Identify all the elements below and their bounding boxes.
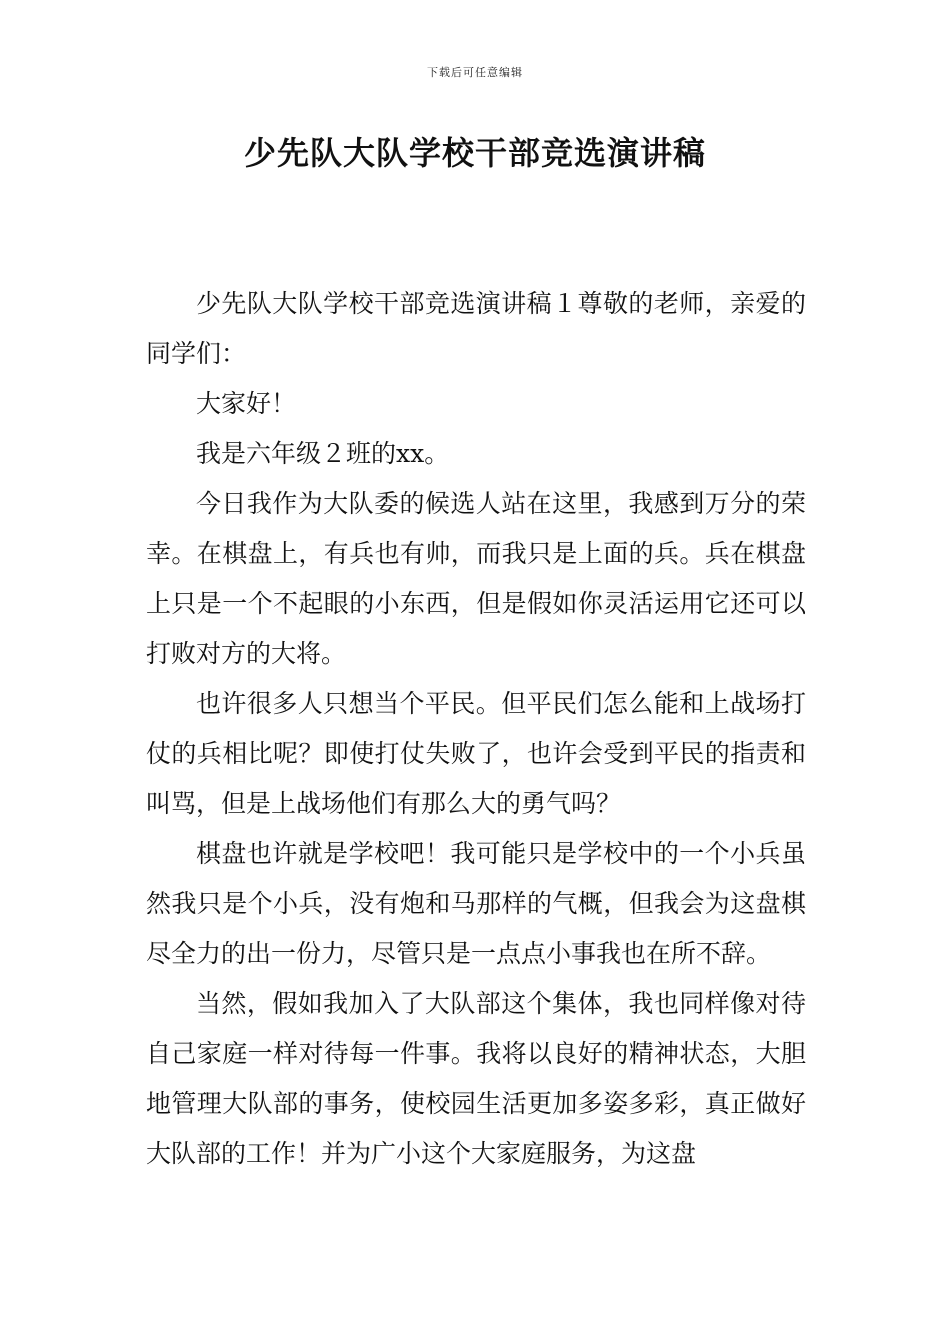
paragraph: 少先队大队学校干部竞选演讲稿１尊敬的老师，亲爱的同学们： <box>146 289 806 368</box>
paragraph: 大家好！ <box>196 389 297 418</box>
header-note: 下载后可任意编辑 <box>427 66 523 79</box>
document-title: 少先队大队学校干部竞选演讲稿 <box>243 134 706 172</box>
paragraph: 棋盘也许就是学校吧！我可能只是学校中的一个小兵虽然我只是个小兵，没有炮和马那样的气概，但我会为这盘棋尽全力的出一份力，尽管只是一点点小事我也在所不辞。 <box>146 839 806 968</box>
paragraph: 今日我作为大队委的候选人站在这里，我感到万分的荣幸。在棋盘上，有兵也有帅，而我只是上面的兵。兵在棋盘上只是一个不起眼的小东西，但是假如你灵活运用它还可以打败对方的大将。 <box>146 489 806 668</box>
paragraph: 当然，假如我加入了大队部这个集体，我也同样像对待自己家庭一样对待每一件事。我将以良好的精神状态，大胆地管理大队部的事务，使校园生活更加多姿多彩，真正做好大队部的工作！并为广小这个大家庭服务，为这盘 <box>146 989 806 1168</box>
paragraph: 也许很多人只想当个平民。但平民们怎么能和上战场打仗的兵相比呢？即使打仗失败了，也许会受到平民的指责和叫骂，但是上战场他们有那么大的勇气吗？ <box>146 689 806 818</box>
document-body <box>146 279 806 1179</box>
paragraph: 我是六年级２班的xx。 <box>196 439 450 468</box>
